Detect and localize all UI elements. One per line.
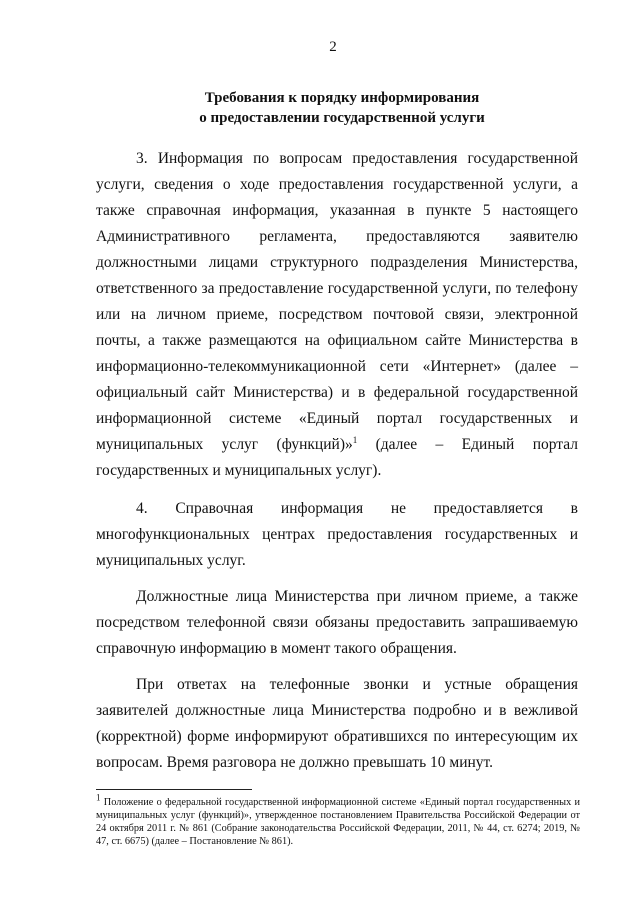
page-number: 2: [329, 39, 337, 55]
paragraph-3-text-end: (далее – Единый портал государственных и муниципальных услуг).: [96, 436, 578, 479]
paragraph-officials: Должностные лица Министерства при личном приеме, а также посредством телефонной связи обязаны предоставить запрашиваемую справочную информацию в момент такого обращения.: [96, 588, 578, 657]
footnote-marker: 1: [96, 792, 101, 803]
footnote-text: Положение о федеральной государственной информационной системе «Единый портал государственных и муниципальных услуг (функций)», утвержденное постановлением Правительства Российской Федерации от 24 октября 2011 г. № 861 (Собрание законодательства Российской Федерации, 2011, № 44, ст. 6274; 2019, № 47, ст. 6675) (далее – Постановление № 861).: [96, 797, 580, 847]
section-heading-line-2: о предоставлении государственной услуги: [199, 110, 485, 126]
footnote-reference: 1: [352, 434, 358, 445]
section-heading: [106, 88, 578, 128]
section-heading-line-1: Требования к порядку информирования: [204, 90, 480, 106]
paragraph-3-text: 3. Информация по вопросам предоставления государственной услуги, сведения о ходе предоставления государственной услуги, а также справочная информация, указанная в пункте 5 настоящего Административного регламента, предоставляются заявителю должностными лицами структурного подразделения Министерства, ответственного за предоставление государственной услуги, по телефону или на личном приеме, посредством почтовой связи, электронной почты, а также размещаются на официальном сайте Министерства в информационно-телекоммуникационной сети «Интернет» (далее – официальный сайт Министерства) и в федеральной государственной информационной системе «Единый портал государственных и муниципальных услуг (функций)»: [96, 150, 578, 453]
paragraph-3: [96, 146, 578, 484]
document-page: [96, 38, 578, 788]
document-body: [96, 146, 578, 776]
paragraph-4: 4. Справочная информация не предоставляется в многофункциональных центрах предоставления государственных и муниципальных услуг.: [96, 500, 578, 569]
footnote: [96, 792, 580, 848]
paragraph-phone-calls: При ответах на телефонные звонки и устные обращения заявителей должностные лица Министерства подробно и в вежливой (корректной) форме информируют обратившихся по интересующим их вопросам. Время разговора не должно превышать 10 минут.: [96, 676, 578, 771]
footnote-divider: [96, 789, 252, 790]
